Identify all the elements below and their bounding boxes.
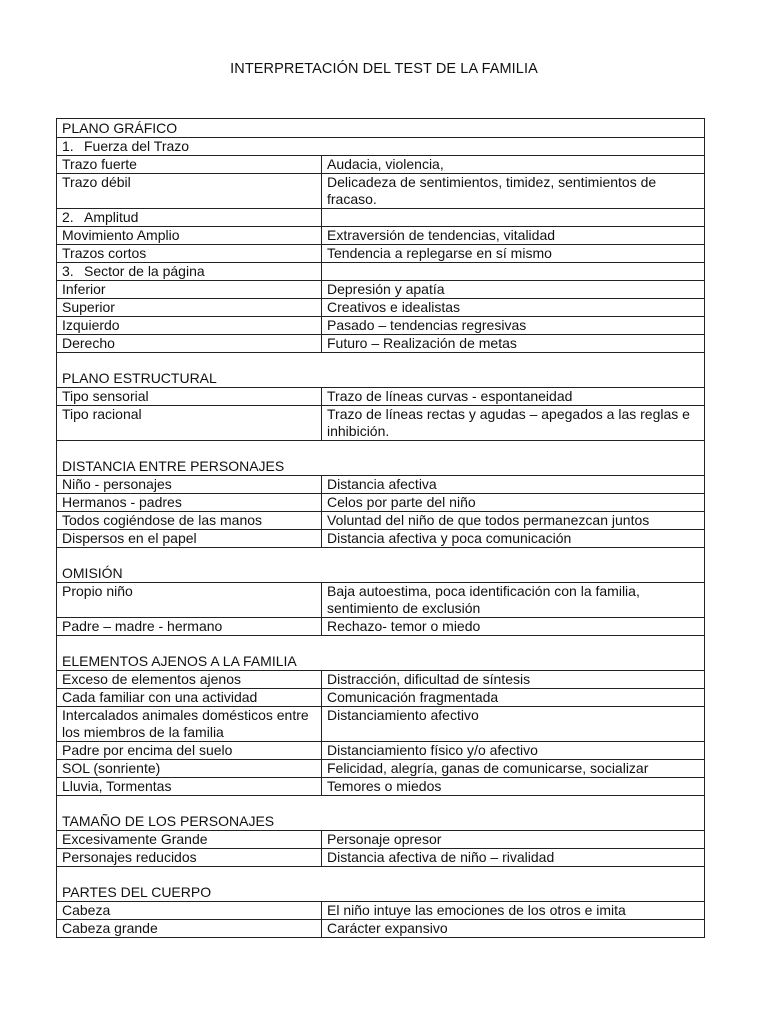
section-heading: OMISIÓN [57,548,705,583]
interpretation-cell: Comunicación fragmentada [322,689,705,707]
subsection-number: 3. [62,263,74,279]
section-heading: PLANO ESTRUCTURAL [57,353,705,388]
interpretation-cell: Futuro – Realización de metas [322,335,705,353]
indicator-cell: Tipo racional [57,406,322,441]
indicator-cell: SOL (sonriente) [57,760,322,778]
indicator-cell: Cabeza [57,902,322,920]
indicator-cell: Cabeza grande [57,920,322,938]
document-title: INTERPRETACIÓN DEL TEST DE LA FAMILIA [230,61,538,77]
interpretation-cell: Baja autoestima, poca identificación con la familia, sentimiento de exclusión [322,583,705,618]
section-heading-row [57,636,705,671]
section-heading-row [57,353,705,388]
indicator-cell: Superior [57,299,322,317]
interpretation-cell: Rechazo- temor o miedo [322,618,705,636]
table-row [57,831,705,849]
table-row [57,530,705,548]
table-row [57,849,705,867]
interpretation-cell: Distanciamiento físico y/o afectivo [322,742,705,760]
interpretation-cell: Creativos e idealistas [322,299,705,317]
section-heading-row [57,119,705,138]
indicator-cell: Cada familiar con una actividad [57,689,322,707]
section-heading-row [57,867,705,902]
subsection-heading [57,138,705,156]
indicator-cell: Excesivamente Grande [57,831,322,849]
subsection-label: Amplitud [84,209,139,225]
empty-cell [322,209,705,227]
subsection-number: 2. [62,209,74,225]
section-heading: ELEMENTOS AJENOS A LA FAMILIA [57,636,705,671]
indicator-cell: Trazo fuerte [57,156,322,174]
subsection-number: 1. [62,138,74,154]
subsection-row [57,263,705,281]
interpretation-cell: Temores o miedos [322,778,705,796]
table-row [57,406,705,441]
interpretation-cell: Distracción, dificultad de síntesis [322,671,705,689]
interpretation-cell: Personaje opresor [322,831,705,849]
table-row [57,299,705,317]
section-heading: TAMAÑO DE LOS PERSONAJES [57,796,705,831]
table-row [57,388,705,406]
table-row [57,174,705,209]
indicator-cell: Lluvia, Tormentas [57,778,322,796]
interpretation-cell: El niño intuye las emociones de los otros e imita [322,902,705,920]
interpretation-cell: Trazo de líneas rectas y agudas – apegados a las reglas e inhibición. [322,406,705,441]
indicator-cell: Trazo débil [57,174,322,209]
interpretation-cell: Felicidad, alegría, ganas de comunicarse, socializar [322,760,705,778]
interpretation-cell: Carácter expansivo [322,920,705,938]
indicator-cell: Intercalados animales domésticos entre los miembros de la familia [57,707,322,742]
indicator-cell: Movimiento Amplio [57,227,322,245]
indicator-cell: Dispersos en el papel [57,530,322,548]
table-row [57,317,705,335]
indicator-cell: Derecho [57,335,322,353]
table-row [57,689,705,707]
section-heading: PLANO GRÁFICO [57,119,705,138]
indicator-cell: Niño - personajes [57,476,322,494]
subsection-heading [57,209,322,227]
indicator-cell: Personajes reducidos [57,849,322,867]
indicator-cell: Padre por encima del suelo [57,742,322,760]
table-row [57,281,705,299]
interpretation-cell: Celos por parte del niño [322,494,705,512]
subsection-row [57,209,705,227]
indicator-cell: Inferior [57,281,322,299]
section-heading-row [57,796,705,831]
subsection-row [57,138,705,156]
table-row [57,583,705,618]
interpretation-cell: Delicadeza de sentimientos, timidez, sentimientos de fracaso. [322,174,705,209]
table-row [57,778,705,796]
interpretation-table [56,118,705,938]
interpretation-cell: Trazo de líneas curvas - espontaneidad [322,388,705,406]
indicator-cell: Todos cogiéndose de las manos [57,512,322,530]
interpretation-cell: Distanciamiento afectivo [322,707,705,742]
section-heading: PARTES DEL CUERPO [57,867,705,902]
table-row [57,512,705,530]
table-row [57,707,705,742]
interpretation-cell: Tendencia a replegarse en sí mismo [322,245,705,263]
interpretation-cell: Distancia afectiva y poca comunicación [322,530,705,548]
subsection-heading [57,263,322,281]
interpretation-cell: Audacia, violencia, [322,156,705,174]
indicator-cell: Propio niño [57,583,322,618]
table-row [57,494,705,512]
interpretation-cell: Voluntad del niño de que todos permanezcan juntos [322,512,705,530]
table-row [57,618,705,636]
indicator-cell: Izquierdo [57,317,322,335]
subsection-label: Fuerza del Trazo [84,138,190,154]
indicator-cell: Trazos cortos [57,245,322,263]
indicator-cell: Padre – madre - hermano [57,618,322,636]
table-row [57,227,705,245]
section-heading-row [57,441,705,476]
section-heading-row [57,548,705,583]
section-heading: DISTANCIA ENTRE PERSONAJES [57,441,705,476]
interpretation-cell: Extraversión de tendencias, vitalidad [322,227,705,245]
table-row [57,760,705,778]
table-row [57,476,705,494]
indicator-cell: Exceso de elementos ajenos [57,671,322,689]
table-row [57,245,705,263]
table-row [57,335,705,353]
table-row [57,156,705,174]
interpretation-cell: Pasado – tendencias regresivas [322,317,705,335]
table-row [57,920,705,938]
indicator-cell: Hermanos - padres [57,494,322,512]
table-row [57,671,705,689]
subsection-label: Sector de la página [84,263,205,279]
interpretation-cell: Distancia afectiva de niño – rivalidad [322,849,705,867]
interpretation-cell: Depresión y apatía [322,281,705,299]
interpretation-cell: Distancia afectiva [322,476,705,494]
table-row [57,902,705,920]
indicator-cell: Tipo sensorial [57,388,322,406]
table-row [57,742,705,760]
empty-cell [322,263,705,281]
